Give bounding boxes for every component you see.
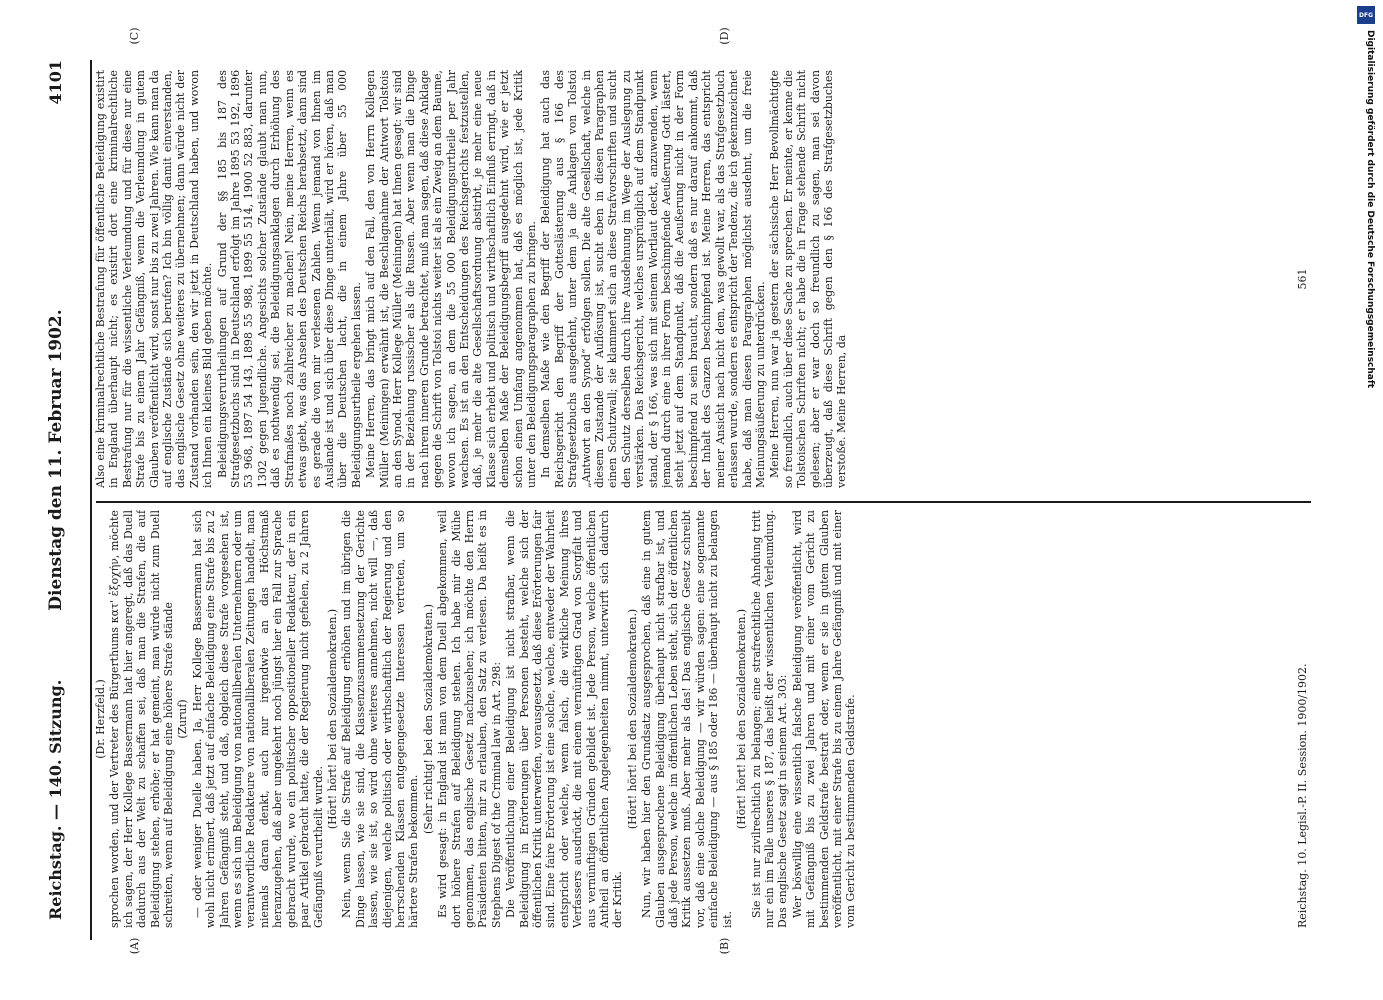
quotation: Die Veröffentlichung einer Beleidigung ist nicht strafbar, wenn die Beleidigung in Erörterungen über Personen besteht, welche sich der öffentlichen Kritik unterwerfen, vorausgesetzt, daß diese Erörterungen fair sind. Eine faire Erörterung ist eine solche, welche, entweder der Wahrheit entspricht oder welche, wenn falsch, die wirkliche Meinung ihres Verfassers ausdrückt, die mit einem vernünftigen Grad von Sorgfalt und aus vernünftigen Gründen gebildet ist. Jede Person, welche öffentlichen Antheil an öffentlichen Angelegenheiten nimmt, unterwirft sich dadurch der Kritik.	[504, 510, 625, 928]
header-left: Reichstag. — 140. Sitzung.	[46, 679, 65, 920]
left-column	[94, 510, 1289, 928]
interjection: (Hört! hört! bei den Sozialdemokraten.)	[625, 608, 639, 830]
column-divider	[96, 501, 1311, 503]
header-date: Dienstag den 11. Februar 1902.	[46, 309, 66, 611]
right-column	[94, 70, 1289, 488]
interjection: (Hört! hört! bei den Sozialdemokraten.)	[735, 608, 749, 830]
interjection: (Zuruf)	[176, 699, 190, 739]
paragraph: sprochen worden, und der Vertreter des Bürgerthums κατ' ἐξοχήν, möchte ich sagen, der Herr Kollege Bassermann hat hier angeregt, daß das Duell dadurch aus der Welt zu schaffen sei, daß man die Strafen, die auf Beleidigung stehen, erhöhe; er hat gemeint, man würde nicht zum Duell schreiten, wenn auf Beleidigung eine höhere Strafe stände	[108, 510, 176, 928]
footer-source: Reichstag. 10. Legisl.-P. II. Session. 1900/1902.	[1296, 663, 1309, 928]
margin-mark-d: (D)	[718, 27, 731, 45]
quotation: Wer böswillig eine wissentlich falsche Beleidigung veröffentlicht, wird mit Gefängniß bis zu zwei Jahren und mit einer vom Gericht zu bestimmenden Geldstrafe bestraft oder, wenn er sie in gutem Glauben veröffentlicht, mit einer Strafe bis zu einem Jahre Gefängniß und mit einer vom Gericht zu bestimmenden Geldstrafe.	[790, 510, 858, 928]
dfg-logo: DFG	[1357, 6, 1375, 24]
margin-mark-b: (B)	[718, 937, 731, 955]
page-number: 4101	[46, 60, 65, 105]
interjection: (Hört! hört! bei den Sozialdemokraten.)	[325, 608, 339, 830]
paragraph: Meine Herren, das bringt mich auf den Fall, den von Herrn Kollegen Müller (Meiningen) erwähnt ist, die Beschlagnahme der Antwort Tolstois an den Synod. Herr Kollege Müller (Meiningen) hat Ihnen gesagt: wir sind in der Beziehung russischer als die Russen. Aber wenn man die Dinge nach ihrem inneren Grunde betrachtet, muß man sagen, daß diese Anklage gegen die Schrift von Tolstoi nichts weiter ist als ein Zweig an dem Baume, wovon ich sagen, an dem die 55 000 Beleidigungsurtheile per Jahr wachsen. Es ist an den Entscheidungen des Reichsgerichts festzustellen, daß, je mehr die alte Gesellschaftsordnung abstirbt, je mehr eine neue Klasse sich erhebt und politisch und wirthschaftlich Einfluß erringt, daß in demselben Maße der Beleidigungsbegriff ausgedehnt wird, wie er jetzt schon einen Umfang angenommen hat, daß es möglich ist, jede Kritik unter den Beleidigungsparagraphen zu bringen.	[364, 70, 538, 488]
paragraph: Meine Herren, nun war ja gestern der sächsische Herr Bevollmächtigte so freundlich, auch über diese Sache zu sprechen. Er meinte, er kenne die Tolstoischen Schriften nicht; er habe die in Frage stehende Schrift nicht gelesen; aber er war doch so freundlich zu sagen, man sei davon überzeugt, daß diese Schrift gegen den § 166 des Strafgesetzbuches verstoße. Meine Herren, da	[768, 70, 849, 488]
speaker-label: (Dr. Herzfeld.)	[94, 679, 107, 759]
paragraph: Also eine kriminalrechtliche Bestrafung für öffentliche Beleidigung existirt in England überhaupt nicht; es existirt dort eine kriminalrechtliche Bestrafung nur für die wissentliche Verleumdung und für diese nur eine Strafe bis zu einem Jahr Gefängniß, wenn die Verleumdung in gutem Glauben veröffentlicht wird, sonst nur bis zu zwei Jahren. Wie kann man da auf englische Zustände sich berufen? Ich bin völlig damit einverstanden, das englische Gesetz ohne weiteres zu übernehmen; dann würde nicht der Zustand vorhanden sein, den wir jetzt in Deutschland haben, und wovon ich Ihnen ein kleines Bild geben möchte.	[94, 70, 215, 488]
footer-page-number: 561	[1296, 268, 1309, 290]
margin-mark-c: (C)	[128, 27, 141, 45]
paragraph: Beleidigungsverurtheilungen auf Grund der §§ 185 bis 187 des Strafgesetzbuchs sind in Deutschland erfolgt im Jahre 1895 53 192, 1896 53 968, 1897 54 143, 1898 55 988, 1899 55 514, 1900 52 883, darunter 1302 gegen Jugendliche. Angesichts solcher Zustände glaubt man nun, daß es nothwendig sei, die Beleidigungsanklagen durch Erhöhung des Strafmaßes noch zahlreicher zu machen! Nein, meine Herren, wenn es etwas giebt, was das Ansehen des Deutschen Reichs herabsetzt, dann sind es gerade die von mir verlesenen Zahlen. Wenn jemand von Ihnen im Auslande ist und sich über diese Dinge unterhält, wird er hören, daß man über die Deutschen lacht, die in einem Jahre über 55 000 Beleidigungsurtheile ergehen lassen.	[215, 70, 363, 488]
paragraph: — oder weniger Duelle haben. Ja, Herr Kollege Bassermann hat sich wohl nicht erinnert, daß jetzt auf einfache Beleidigung eine Strafe bis zu 2 Jahren Gefängniß steht, und daß, obgleich diese Strafe vorgesehen ist, wenn es sich um Beleidigung von nationalliberalen Unternehmern oder um verantwortliche Redakteure von nationalliberalen Zeitungen handelt, man niemals daran denkt, auch nur irgendwie an das Höchstmaß heranzugehen, daß aber umgekehrt noch jüngst hier ein Fall zur Sprache gebracht wurde, wo ein politischer oppositioneller Redakteur, der in ein paar Artikel gebracht hatte, die der Regierung nicht gefielen, zu 2 Jahren Gefängniß verurtheilt wurde.	[190, 510, 325, 928]
paragraph: Sie ist nur zivilrechtlich zu belangen; eine strafrechtliche Ahndung tritt nur ein im Falle unseres § 187, das heißt der wissentlichen Verleumdung. Das englische Gesetz sagt in seinem Art. 303:	[749, 510, 790, 928]
margin-mark-a: (A)	[128, 937, 141, 955]
header-rule	[90, 60, 92, 940]
paragraph: Nun, wir haben hier den Grundsatz ausgesprochen, daß eine in gutem Glauben ausgesprochene Beleidigung überhaupt nicht strafbar ist, und daß jede Person, welche im öffentlichen Leben steht, sich der öffentlichen Kritik aussetzen muß. Aber mehr als das! Das englische Gesetz schreibt vor, daß eine solche Beleidigung — wir würden sagen: eine sogenannte einfache Beleidigung — aus § 185 oder 186 — überhaupt nicht zu belangen ist.	[640, 510, 734, 928]
paragraph: Es wird gesagt: in England ist man von dem Duell abgekommen, weil dort höhere Strafen auf Beleidigung stehen. Ich habe mir die Mühe genommen, das englische Gesetz nachzusehen; ich möchte den Herrn Präsidenten bitten, mir zu erlauben, den Satz zu verlesen. Da heißt es in Stephens Digest of the Criminal law in Art. 298:	[436, 510, 503, 928]
funding-credit: Digitalisierung gefördert durch die Deutsche Forschungsgemeinschaft	[1365, 30, 1375, 389]
paragraph: Nein, wenn Sie die Strafe auf Beleidigung erhöhen und im übrigen die Dinge lassen, wie sie sind, die Klassenzusammensetzung der Gerichte lassen, wie sie ist, so wird ohne weiteres annehmen, nicht will —, daß diejenigen, welche politisch oder wirthschaftlich der Regierung und den herrschenden Klassen entgegengesetzte Interessen vertreten, um so härtere Strafen bekommen.	[340, 510, 421, 928]
interjection: (Sehr richtig! bei den Sozialdemokraten.)	[421, 604, 435, 834]
paragraph: In demselben Maße wie den Begriff der Beleidigung hat auch das Reichsgericht den Begriff der Gotteslästerung aus § 166 des Strafgesetzbuchs ausgedehnt, unter dem ja die Anklagen von Tolstoi „Antwort an den Synod“ erfolgen sollen. Die alte Gesellschaft, welche in diesem Zustande der Auflösung ist, sucht eben in diesen Paragraphen einen Schutzwall; sie klammert sich an diese Strafvorschriften und sucht den Schutz derselben durch ihre Ausdehnung im Wege der Auslegung zu verstärken. Das Reichsgericht, welches ursprünglich auf dem Standpunkt stand, der § 166, was sich mit seinem Wortlaut deckt, anzuwenden, wenn jemand durch eine in ihrer Form beschimpfende Aeußerung Gott lästert, steht jetzt auf dem Standpunkt, daß die Aeußerung nicht in der Form beschimpfend zu sein braucht, sondern daß es nur darauf ankommt, daß der Inhalt des Ganzen beschimpfend ist. Meine Herren, das entspricht meiner Ansicht nach nicht dem, was gewollt war, als das Strafgesetzbuch erlassen wurde, sondern es entspricht der Tendenz, die ich gekennzeichnet habe, daß man diesen Paragraphen möglichst ausdehnt, um die freie Meinungsäußerung zu unterdrücken.	[539, 70, 767, 488]
